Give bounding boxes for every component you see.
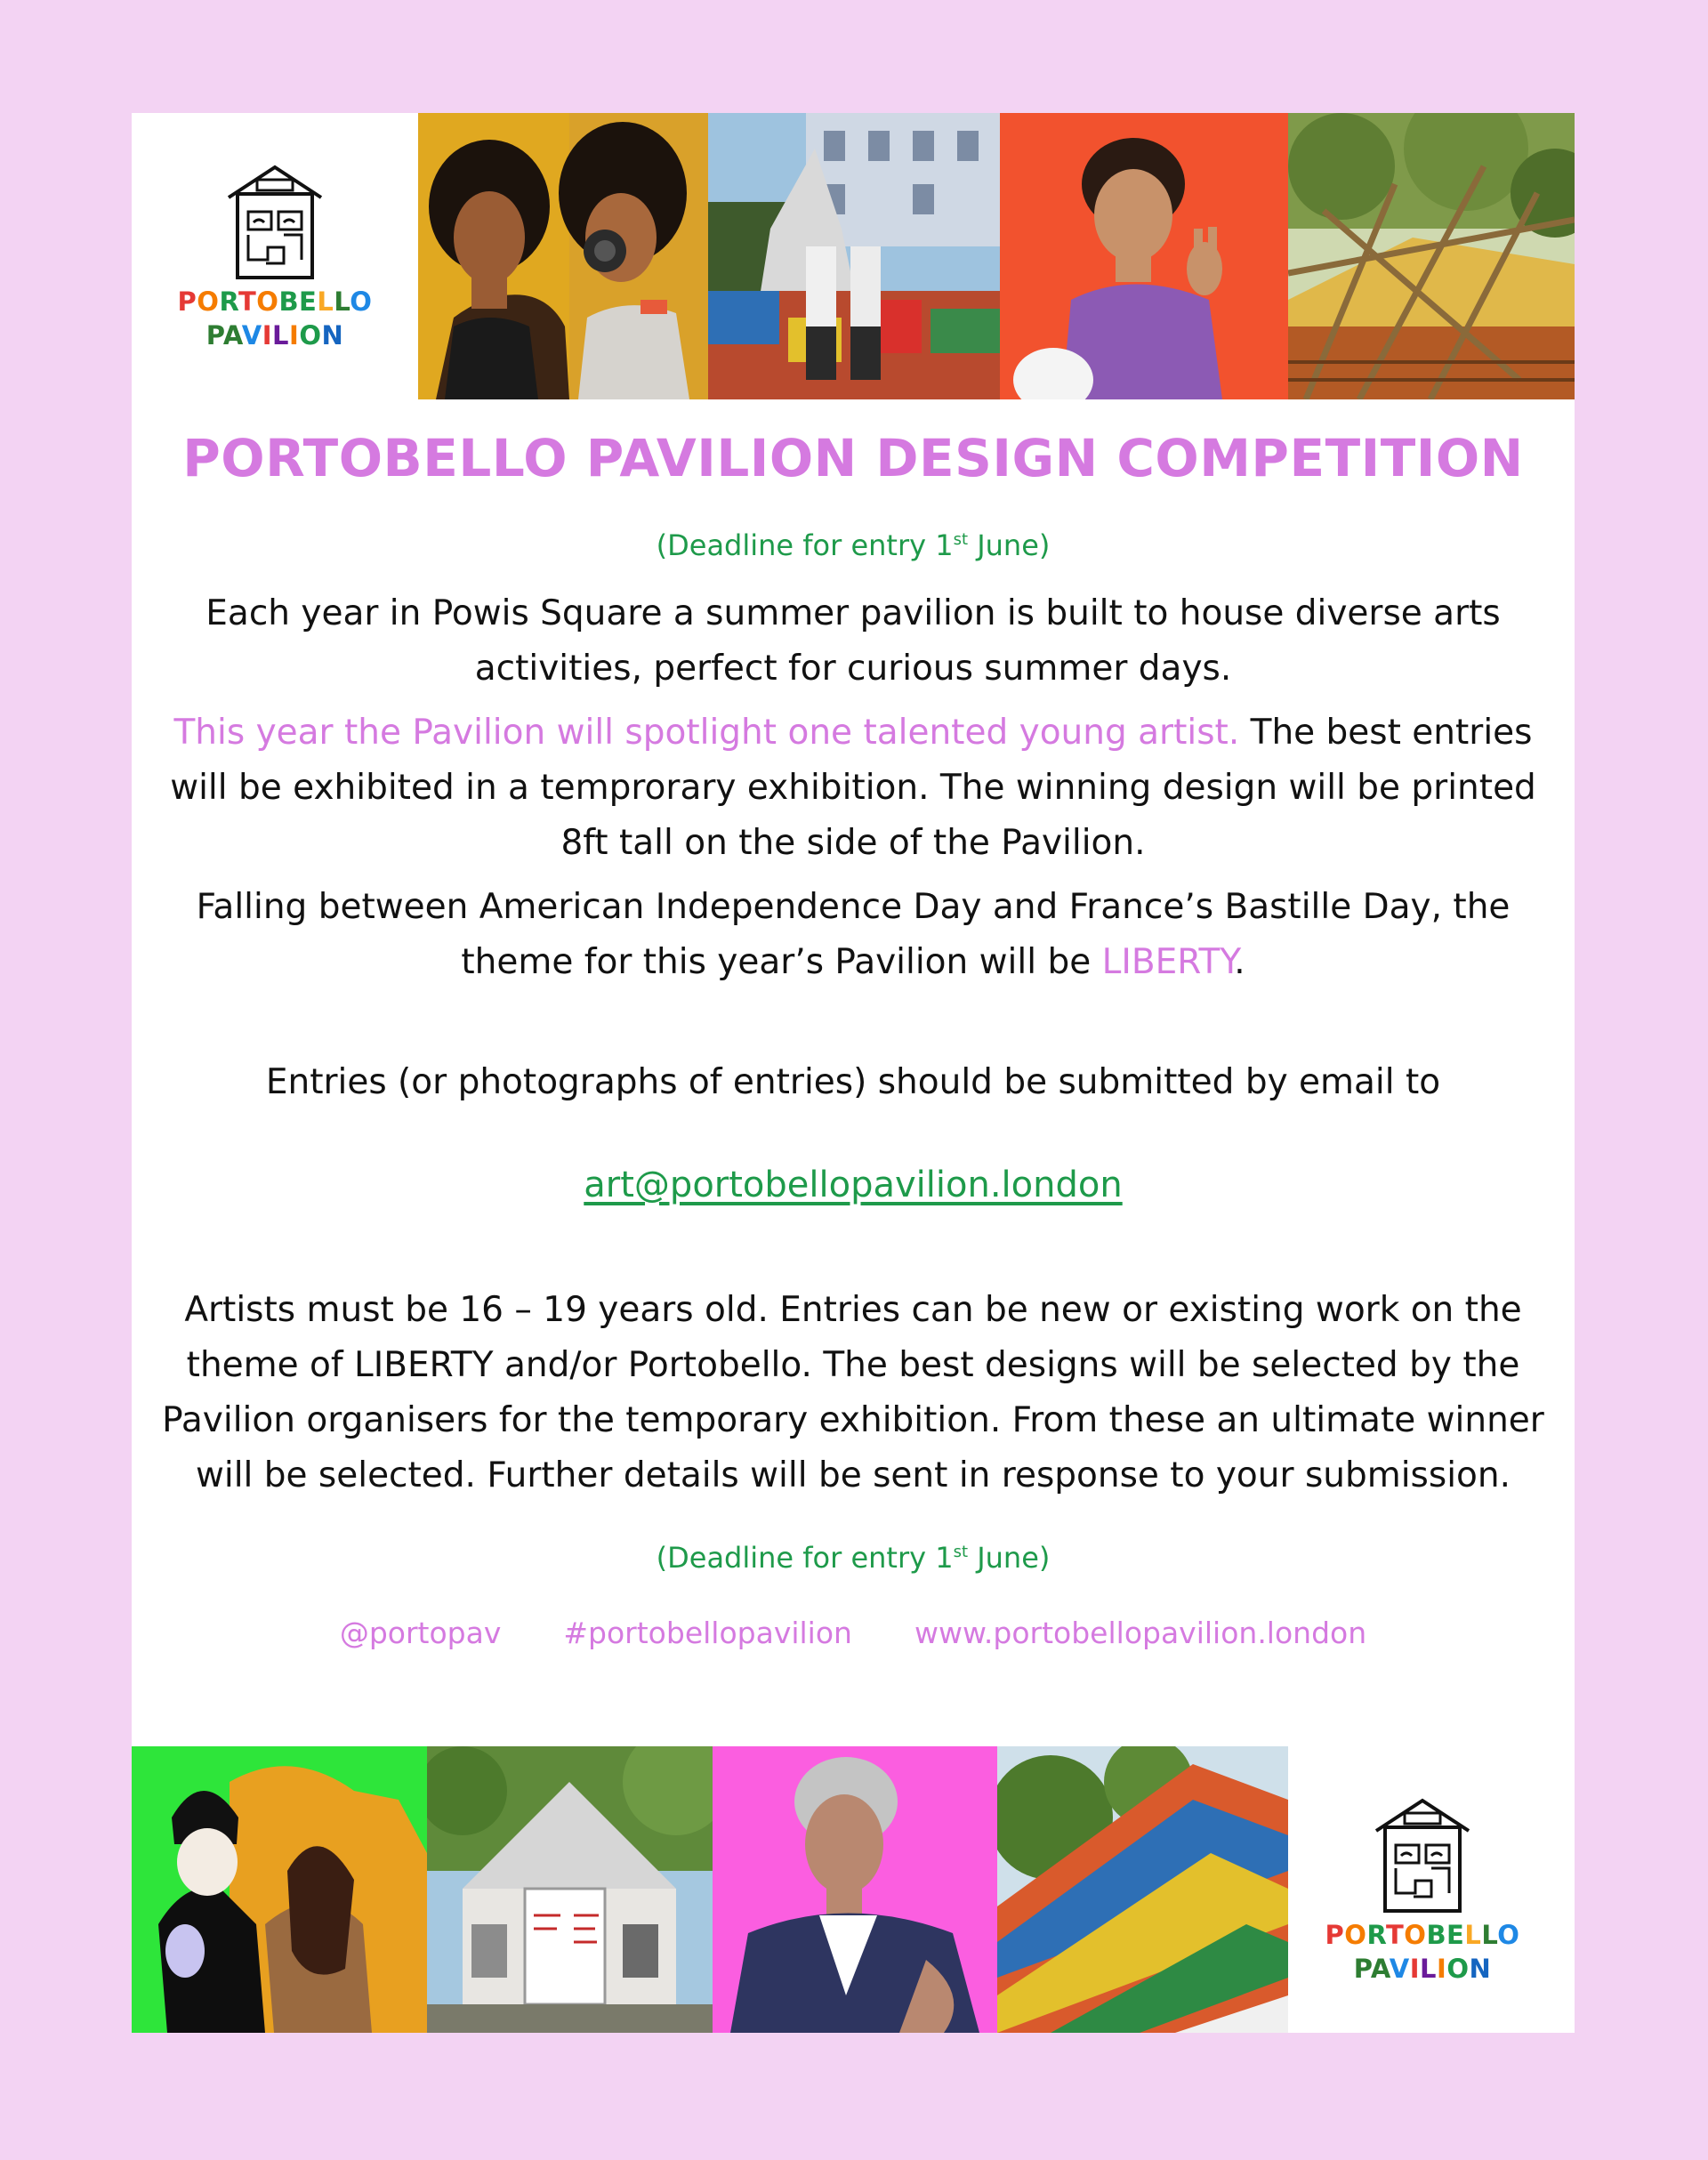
photo-pavilion-construction (708, 113, 1000, 399)
logo-letter: E (1446, 1920, 1465, 1950)
logo-letter: O (1344, 1920, 1367, 1950)
logo-letter: L (1481, 1920, 1498, 1950)
logo-letter: V (241, 320, 262, 351)
logo-letter: T (238, 286, 257, 317)
logo-letter: P (177, 286, 197, 317)
intro-paragraph: Each year in Powis Square a summer pavilion is built to house diverse arts activities, perfect for curious summer days. (205, 593, 1501, 689)
house-logo-icon (1369, 1793, 1476, 1918)
theme-liberty: LIBERTY (1101, 942, 1235, 982)
logo-letter: E (299, 286, 318, 317)
social-website[interactable]: www.portobellopavilion.london (914, 1616, 1367, 1650)
logo-letter: O (299, 320, 322, 351)
image-illustration-boy (1000, 113, 1288, 399)
main-content (132, 399, 1575, 1746)
logo-letter: I (1437, 1954, 1447, 1984)
logo-letter: L (1420, 1954, 1438, 1984)
spotlight-highlight: This year the Pavilion will spotlight one talented young artist. (173, 713, 1240, 753)
photo-pavilion-exhibition (427, 1746, 713, 2033)
logo-letter: I (262, 320, 273, 351)
poster (132, 113, 1575, 2033)
image-illustration-police (132, 1746, 427, 2033)
submission-paragraph: Entries (or photographs of entries) should be submitted by email to (265, 1062, 1441, 1102)
logo-letter: O (1446, 1954, 1470, 1984)
logo-letter: I (289, 320, 300, 351)
logo-line-1 (178, 285, 373, 318)
logo-letter: N (1469, 1954, 1492, 1984)
logo-letter: O (256, 286, 279, 317)
logo-letter: O (197, 286, 220, 317)
logo-letter: O (1404, 1920, 1427, 1950)
email-line (132, 1160, 1575, 1210)
logo-letter: T (1385, 1920, 1405, 1950)
logo-letter: O (1497, 1920, 1520, 1950)
logo-letter: P (205, 320, 223, 351)
logo-letter: V (1389, 1954, 1410, 1984)
logo-letter: L (317, 286, 334, 317)
logo-wordmark (1325, 1918, 1520, 1986)
logo-letter: R (219, 286, 238, 317)
logo-letter: P (1325, 1920, 1345, 1950)
theme-paragraph: Falling between American Independence Day and France’s Bastille Day, the theme for this year’s Pavilion will be LIBERTY. (196, 887, 1511, 982)
email-link[interactable]: art@portobellopavilion.london (584, 1165, 1123, 1205)
logo-tile-top (132, 113, 418, 399)
social-handle[interactable]: @portopav (339, 1616, 502, 1650)
logo-letter: L (272, 320, 290, 351)
logo-letter: B (1426, 1920, 1447, 1950)
logo-letter: I (1409, 1954, 1421, 1984)
logo-wordmark (178, 285, 373, 352)
page-title: PORTOBELLO PAVILION DESIGN COMPETITION (182, 428, 1524, 488)
social-hashtag[interactable]: #portobellopavilion (563, 1616, 852, 1650)
deadline-note-bottom: (Deadline for entry 1st June) (656, 1541, 1051, 1575)
photo-bamboo-pavilion (1288, 113, 1575, 399)
logo-letter: B (278, 286, 300, 317)
photo-crate-pavilion (997, 1746, 1288, 2033)
logo-letter: A (222, 320, 242, 351)
logo-letter: A (1370, 1954, 1390, 1984)
eligibility-paragraph: Artists must be 16 – 19 years old. Entries can be new or existing work on the theme of LIBERTY and/or Portobello. The best designs will be selected by the Pavilion organisers for the temporary exhibition. From these an ultimate winner will be selected. Further details will be sent in response to your submission. (162, 1290, 1544, 1495)
logo-letter: R (1366, 1920, 1386, 1950)
top-image-strip (132, 113, 1575, 399)
image-illustration-women (418, 113, 708, 399)
logo-line-2 (1325, 1952, 1520, 1986)
logo-letter: O (350, 286, 373, 317)
image-illustration-man (713, 1746, 997, 2033)
logo-letter: N (321, 320, 344, 351)
deadline-note-top: (Deadline for entry 1st June) (656, 528, 1051, 562)
house-logo-icon (222, 160, 328, 285)
logo-line-1 (1325, 1918, 1520, 1952)
logo-tile-bottom (1288, 1746, 1557, 2033)
logo-letter: L (334, 286, 350, 317)
logo-line-2 (178, 318, 373, 352)
logo-letter: L (1464, 1920, 1482, 1950)
bottom-image-strip (132, 1746, 1575, 2033)
spotlight-paragraph: This year the Pavilion will spotlight one talented young artist. The best entries will be exhibited in a temprorary exhibition. The winning design will be printed 8ft tall on the side of the Pavilion. (170, 713, 1536, 863)
social-links (132, 1614, 1575, 1653)
logo-letter: P (1353, 1954, 1371, 1984)
